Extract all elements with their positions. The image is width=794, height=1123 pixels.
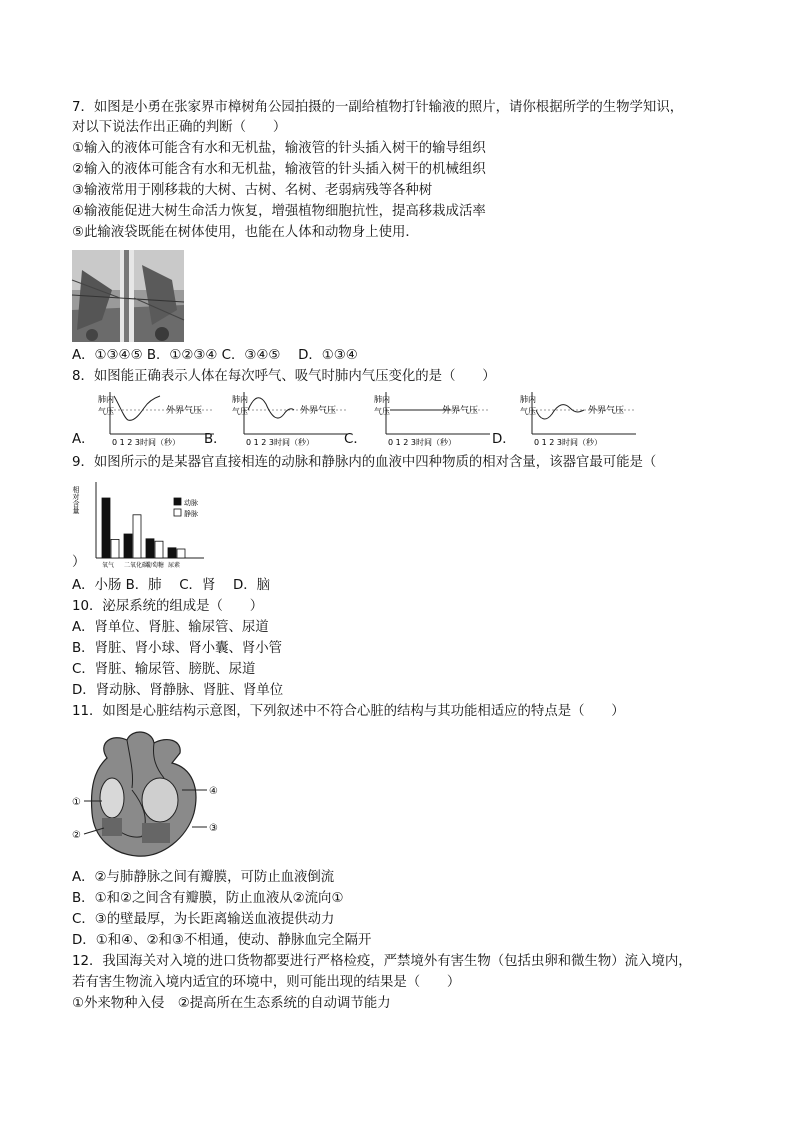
q9-bar-静脉-葡萄糖 (155, 541, 163, 558)
q11-stem: 11．如图是心脏结构示意图，下列叙述中不符合心脏的结构与其功能相适应的特点是（ ） (72, 704, 625, 719)
q9-bar-静脉-尿素 (177, 549, 185, 558)
q8-stem: 8．如图能正确表示人体在每次呼气、吸气时肺内气压变化的是（ ） (72, 369, 496, 384)
q11-option-a: A．②与肺静脉之间有瓣膜，可防止血液倒流 (72, 870, 335, 885)
q9-bar-chart (74, 478, 214, 570)
q9-ylabel: 相对含量 (72, 486, 80, 514)
q8-ylabel-2: 气压 (98, 407, 114, 416)
q9-bar-动脉-葡萄糖 (146, 539, 154, 558)
q8-baseline-label: 外界气压 (442, 406, 479, 416)
q7-options: A．①③④⑤ B．①②③④ C．③④⑤ D．①③④ (72, 348, 358, 363)
tree-infusion-photo (72, 250, 184, 342)
q8-baseline-label: 外界气压 (166, 406, 203, 416)
q8-graph-d (520, 392, 636, 447)
q8-baseline-label: 外界气压 (300, 406, 337, 416)
q9-category-label: 二氧化碳 (124, 562, 149, 569)
q8-baseline-label: 外界气压 (588, 406, 625, 416)
q8-option-a-label: A． (72, 432, 95, 447)
q9-category-label: 葡萄糖 (146, 562, 165, 569)
q8-xlabel: 0 1 2 3时间（秒） (112, 438, 180, 447)
q7-statement-2: ②输入的液体可能含有水和无机盐，输液管的针头插入树干的机械组织 (72, 162, 486, 177)
q8-graph-a (98, 392, 214, 447)
q8-curve (114, 396, 160, 420)
q8-option-d-label: D． (492, 432, 516, 447)
q12-stem-line2: 若有害生物流入境内适宜的环境中，则可能出现的结果是（ ） (72, 975, 461, 990)
q9-bar-动脉-二氧化碳 (124, 534, 132, 558)
q7-statement-4: ④输液能促进大树生命活力恢复，增强植物细胞抗性，提高移栽成活率 (72, 204, 486, 219)
q7-statement-3: ③输液常用于刚移栽的大树、古树、名树、老弱病残等各种树 (72, 183, 433, 198)
heart-structure-diagram (72, 728, 222, 863)
q12-statement-1: ①外来物种入侵 ②提高所在生态系统的自动调节能力 (72, 996, 391, 1011)
q9-category-label: 尿素 (168, 562, 181, 569)
q10-option-d: D．肾动脉、肾静脉、肾脏、肾单位 (72, 683, 284, 698)
q8-graph-c (374, 392, 490, 447)
q9-options: A．小肠 B．肺 C．肾 D．脑 (72, 578, 271, 593)
q9-legend-label: 静脉 (184, 510, 198, 518)
q10-option-c: C．肾脏、输尿管、膀胱、尿道 (72, 662, 256, 677)
q7-statement-1: ①输入的液体可能含有水和无机盐，输液管的针头插入树干的输导组织 (72, 141, 486, 156)
q12-stem-line1: 12．我国海关对入境的进口货物都要进行严格检疫，严禁境外有害生物（包括虫卵和微生物）流入境内， (72, 954, 692, 969)
q8-ylabel: 肺内 (98, 395, 114, 404)
q9-bar-动脉-氧气 (102, 498, 110, 558)
heart-mark-1: ① (72, 797, 81, 808)
heart-mark-2: ② (72, 830, 81, 841)
heart-mark-4: ④ (209, 786, 218, 797)
q9-legend-swatch (174, 498, 181, 505)
q11-option-b: B．①和②之间含有瓣膜，防止血液从②流向① (72, 891, 344, 906)
q10-stem: 10．泌尿系统的组成是（ ） (72, 599, 264, 614)
q8-graph-b (232, 392, 348, 447)
q8-ylabel-2: 气压 (374, 407, 390, 416)
q8-option-b-label: B． (204, 432, 227, 447)
q8-xlabel: 0 1 2 3时间（秒） (534, 438, 602, 447)
q9-legend-label: 动脉 (184, 499, 198, 507)
q7-stem-line2: 对以下说法作出正确的判断（ ） (72, 120, 287, 135)
q8-ylabel: 肺内 (520, 395, 536, 404)
q8-ylabel: 肺内 (232, 395, 248, 404)
q10-option-a: A．肾单位、肾脏、输尿管、尿道 (72, 620, 269, 635)
q9-legend-swatch (174, 509, 181, 516)
q8-curve (536, 405, 584, 419)
q7-statement-5: ⑤此输液袋既能在树体使用，也能在人体和动物身上使用． (72, 225, 419, 240)
q11-option-c: C．③的壁最厚，为长距离输送血液提供动力 (72, 912, 335, 927)
q8-ylabel-2: 气压 (520, 407, 536, 416)
q7-stem-line1: 7．如图是小勇在张家界市樟树角公园拍摄的一副给植物打针输液的照片，请你根据所学的生物学知识， (72, 100, 684, 115)
q8-xlabel: 0 1 2 3时间（秒） (246, 438, 314, 447)
q9-bar-静脉-氧气 (111, 539, 119, 558)
q8-xlabel: 0 1 2 3时间（秒） (388, 438, 456, 447)
q9-bar-静脉-二氧化碳 (133, 515, 141, 558)
q8-option-c-label: C． (344, 432, 367, 447)
q11-option-d: D．①和④、②和③不相通，使动、静脉血完全隔开 (72, 933, 372, 948)
q9-category-label: 氧气 (102, 562, 115, 569)
q9-close-paren: ） (72, 555, 86, 570)
heart-mark-3: ③ (209, 823, 218, 834)
q10-option-b: B．肾脏、肾小球、肾小囊、肾小管 (72, 641, 283, 656)
q8-ylabel-2: 气压 (232, 407, 248, 416)
q8-pressure-graphs (0, 388, 794, 448)
q8-curve (248, 398, 294, 418)
q8-ylabel: 肺内 (374, 395, 390, 404)
q9-bar-动脉-尿素 (168, 548, 176, 558)
q9-stem: 9．如图所示的是某器官直接相连的动脉和静脉内的血液中四种物质的相对含量，该器官最可能是（ (72, 455, 657, 470)
